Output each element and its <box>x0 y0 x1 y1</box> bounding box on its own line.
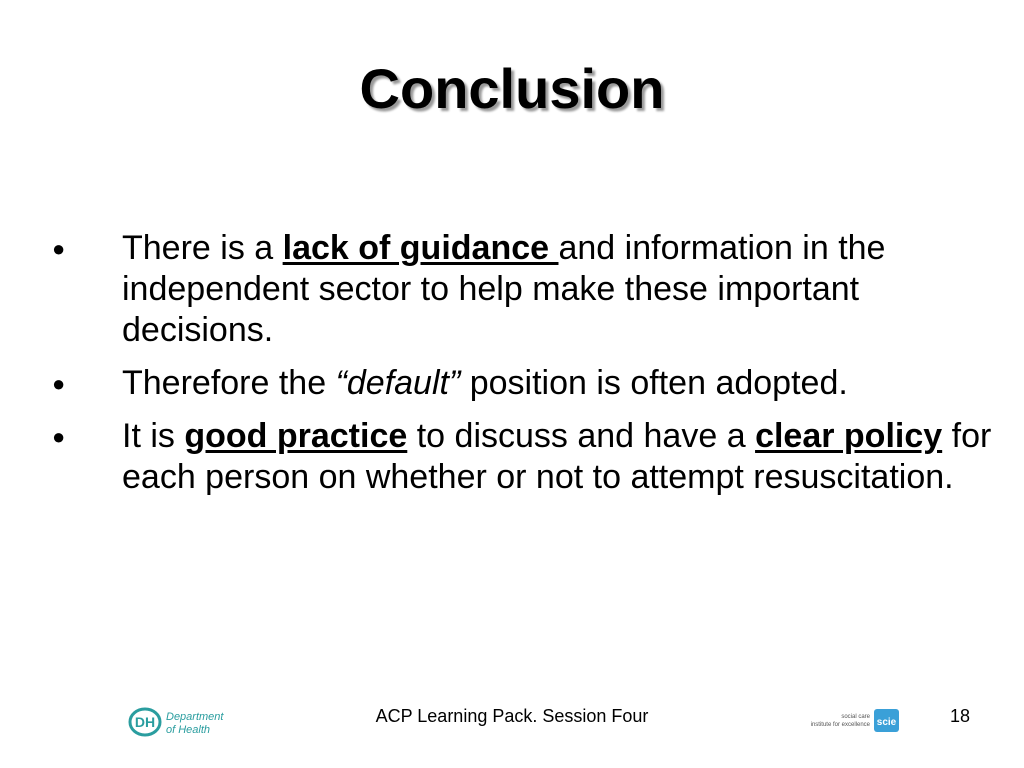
scie-logo-line2: institute for excellence <box>810 722 870 728</box>
bullet-item-3 <box>52 416 992 498</box>
page-number: 18 <box>949 706 970 726</box>
bullet-text <box>122 229 885 349</box>
bullet-text <box>122 417 991 496</box>
emphasis-good-practice: good practice <box>184 417 408 455</box>
emphasis-lack-of-guidance: lack of guidance <box>282 229 559 267</box>
text-segment: Therefore the <box>122 364 336 402</box>
scie-logo <box>808 708 900 734</box>
bullet-dot-icon: ● <box>52 371 66 396</box>
text-segment: and information in the independent sector to help make these important decisions. <box>122 229 886 349</box>
emphasis-clear-policy: clear policy <box>755 417 943 455</box>
bullet-text <box>122 364 848 402</box>
scie-logo-line1: social care <box>841 714 870 720</box>
text-segment: for each person on whether or not to attempt resuscitation. <box>122 417 992 496</box>
dh-logo-mark: DH <box>134 714 156 730</box>
dh-logo-line2: of Health <box>166 724 211 736</box>
bullet-list <box>52 228 992 510</box>
scie-logo-mark: scie <box>876 717 897 728</box>
text-segment: There is a <box>122 229 283 267</box>
emphasis-default: “default” <box>335 364 461 402</box>
text-segment: It is <box>122 417 185 455</box>
bullet-item-1 <box>52 228 992 351</box>
bullet-item-2 <box>52 363 992 404</box>
footer-text: ACP Learning Pack. Session Four <box>375 706 649 726</box>
text-segment: to discuss and have a <box>407 417 756 455</box>
bullet-dot-icon: ● <box>52 236 66 261</box>
slide-title: Conclusion <box>359 57 665 120</box>
text-segment: position is often adopted. <box>460 364 848 402</box>
bullet-dot-icon: ● <box>52 424 66 449</box>
dh-logo-line1: Department <box>166 711 224 723</box>
